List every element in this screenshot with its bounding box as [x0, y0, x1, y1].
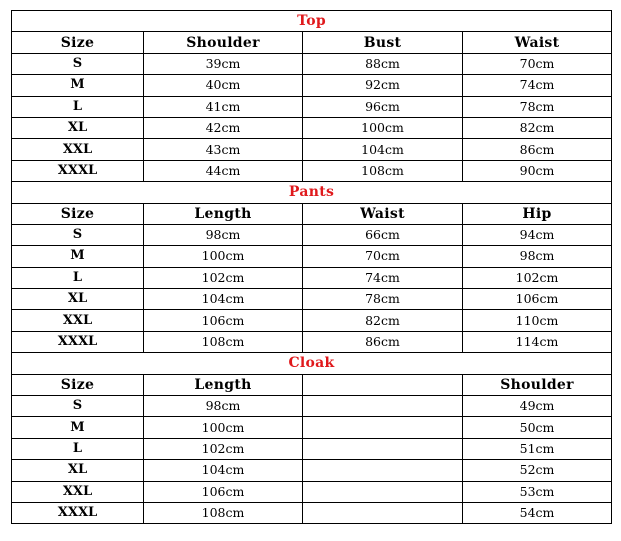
table-row	[12, 417, 612, 438]
size-chart-table	[11, 10, 612, 524]
size-cell: S	[12, 224, 144, 245]
value-cell: 104cm	[144, 289, 303, 310]
value-cell: 53cm	[463, 481, 612, 502]
column-header: Waist	[303, 203, 463, 224]
section-title-pants: Pants	[12, 182, 612, 203]
value-cell: 106cm	[144, 481, 303, 502]
value-cell: 54cm	[463, 502, 612, 523]
value-cell: 100cm	[303, 117, 463, 138]
column-header: Size	[12, 374, 144, 395]
column-header: Length	[144, 374, 303, 395]
column-header: Shoulder	[463, 374, 612, 395]
table-row	[12, 396, 612, 417]
table-row	[12, 224, 612, 245]
value-cell: 100cm	[144, 417, 303, 438]
value-cell: 78cm	[303, 289, 463, 310]
value-cell: 102cm	[144, 267, 303, 288]
table-row	[12, 460, 612, 481]
size-cell: M	[12, 246, 144, 267]
table-row	[12, 53, 612, 74]
value-cell: 92cm	[303, 75, 463, 96]
table-row	[12, 246, 612, 267]
column-header: Shoulder	[144, 32, 303, 53]
empty-cell	[303, 481, 463, 502]
value-cell: 98cm	[144, 396, 303, 417]
value-cell: 102cm	[463, 267, 612, 288]
value-cell: 90cm	[463, 160, 612, 181]
value-cell: 110cm	[463, 310, 612, 331]
value-cell: 44cm	[144, 160, 303, 181]
table-row	[12, 160, 612, 181]
section-title-cloak: Cloak	[12, 353, 612, 374]
header-row-pants	[12, 203, 612, 224]
column-header: Length	[144, 203, 303, 224]
column-header: Size	[12, 32, 144, 53]
value-cell: 42cm	[144, 117, 303, 138]
value-cell: 40cm	[144, 75, 303, 96]
value-cell: 70cm	[303, 246, 463, 267]
value-cell: 74cm	[463, 75, 612, 96]
value-cell: 106cm	[463, 289, 612, 310]
header-row-cloak	[12, 374, 612, 395]
value-cell: 94cm	[463, 224, 612, 245]
table-row	[12, 502, 612, 523]
size-cell: S	[12, 53, 144, 74]
value-cell: 74cm	[303, 267, 463, 288]
value-cell: 108cm	[144, 502, 303, 523]
value-cell: 108cm	[303, 160, 463, 181]
value-cell: 102cm	[144, 438, 303, 459]
table-row	[12, 438, 612, 459]
size-cell: XXL	[12, 139, 144, 160]
value-cell: 86cm	[463, 139, 612, 160]
table-row	[12, 289, 612, 310]
size-cell: XXXL	[12, 160, 144, 181]
value-cell: 106cm	[144, 310, 303, 331]
value-cell: 98cm	[463, 246, 612, 267]
size-cell: XL	[12, 289, 144, 310]
header-row-top	[12, 32, 612, 53]
value-cell: 52cm	[463, 460, 612, 481]
value-cell: 100cm	[144, 246, 303, 267]
size-cell: XXL	[12, 310, 144, 331]
table-row	[12, 96, 612, 117]
empty-cell	[303, 460, 463, 481]
value-cell: 39cm	[144, 53, 303, 74]
column-header: Hip	[463, 203, 612, 224]
value-cell: 78cm	[463, 96, 612, 117]
value-cell: 70cm	[463, 53, 612, 74]
value-cell: 41cm	[144, 96, 303, 117]
value-cell: 43cm	[144, 139, 303, 160]
empty-cell	[303, 417, 463, 438]
empty-cell	[303, 438, 463, 459]
size-cell: XL	[12, 117, 144, 138]
table-row	[12, 267, 612, 288]
value-cell: 104cm	[303, 139, 463, 160]
table-row	[12, 139, 612, 160]
table-row	[12, 481, 612, 502]
table-row	[12, 75, 612, 96]
column-header: Waist	[463, 32, 612, 53]
empty-cell	[303, 396, 463, 417]
empty-cell	[303, 502, 463, 523]
value-cell: 82cm	[463, 117, 612, 138]
table-row	[12, 117, 612, 138]
section-title-top: Top	[12, 11, 612, 32]
section-row-cloak	[12, 353, 612, 374]
value-cell: 49cm	[463, 396, 612, 417]
table-row	[12, 331, 612, 352]
table-row	[12, 310, 612, 331]
size-cell: XXXL	[12, 502, 144, 523]
value-cell: 114cm	[463, 331, 612, 352]
size-cell: XXXL	[12, 331, 144, 352]
size-cell: S	[12, 396, 144, 417]
column-header: Size	[12, 203, 144, 224]
value-cell: 66cm	[303, 224, 463, 245]
size-cell: XL	[12, 460, 144, 481]
size-cell: M	[12, 417, 144, 438]
value-cell: 51cm	[463, 438, 612, 459]
value-cell: 50cm	[463, 417, 612, 438]
size-cell: M	[12, 75, 144, 96]
size-cell: L	[12, 267, 144, 288]
column-header	[303, 374, 463, 395]
value-cell: 104cm	[144, 460, 303, 481]
section-row-pants	[12, 182, 612, 203]
value-cell: 108cm	[144, 331, 303, 352]
size-cell: L	[12, 438, 144, 459]
column-header: Bust	[303, 32, 463, 53]
section-row-top	[12, 11, 612, 32]
value-cell: 86cm	[303, 331, 463, 352]
size-cell: XXL	[12, 481, 144, 502]
size-cell: L	[12, 96, 144, 117]
value-cell: 98cm	[144, 224, 303, 245]
value-cell: 88cm	[303, 53, 463, 74]
value-cell: 96cm	[303, 96, 463, 117]
value-cell: 82cm	[303, 310, 463, 331]
